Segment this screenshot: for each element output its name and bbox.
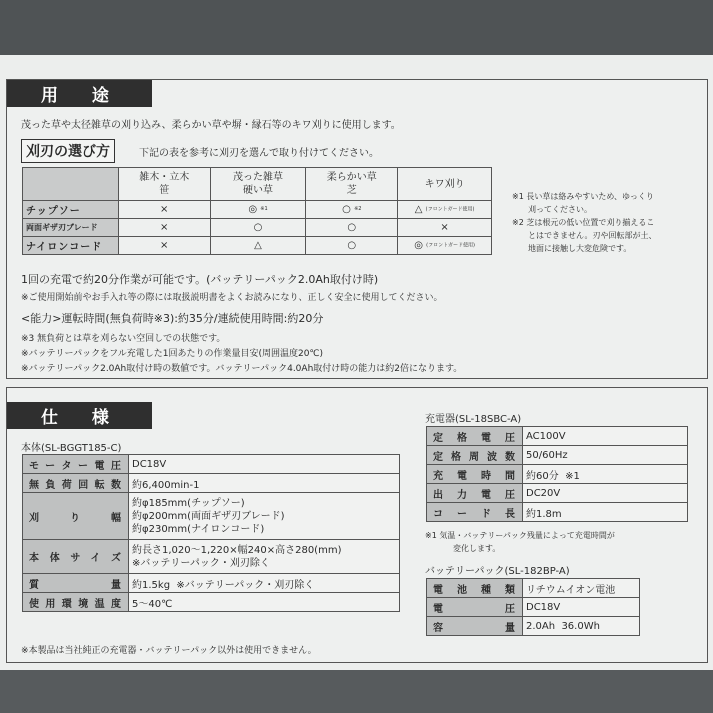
charger-note: 変化します。 — [453, 544, 501, 553]
blade-cell: × — [398, 219, 492, 237]
blade-row-double-blade — [23, 219, 492, 237]
spec-row: 刈り幅 約φ185mm(チップソー) 約φ200mm(両面ギザ刃ブレード) 約φ230mm(ナイロンコード) — [23, 493, 400, 540]
spec-row: 使用環境温度 5〜40℃ — [23, 593, 400, 612]
battery-title: バッテリーパック(SL-182BP-A) — [425, 566, 570, 577]
spec-row: 充電時間 約60分 ※1 — [427, 465, 688, 484]
usage-intro: 茂った草や太径雑草の刈り込み、柔らかい草や塀・縁石等のキワ刈りに使用します。 — [21, 120, 401, 131]
spec-sheet — [0, 55, 713, 670]
charger-note: ※1 気温・バッテリーパック残量によって充電時間が — [425, 531, 615, 540]
blade-table-col-2: 柔らかい草 芝 — [306, 168, 398, 201]
blade-row-chipsaw — [23, 201, 492, 219]
spec-heading: 仕 様 — [7, 402, 152, 429]
blade-cell: ○ — [306, 237, 398, 255]
body-spec-table — [22, 454, 400, 612]
blade-cell: × — [118, 219, 210, 237]
blade-table-col-1: 茂った雑草 硬い草 — [210, 168, 306, 201]
blade-row-name: チップソー — [23, 201, 119, 219]
side-note: とはできません。刃や回転部が土、 — [528, 231, 657, 240]
charger-title: 充電器(SL-18SBC-A) — [425, 414, 522, 425]
charge-line: 1回の充電で約20分作業が可能です。(バッテリーパック2.0Ah取付け時) — [21, 273, 379, 286]
blade-table-corner — [23, 168, 119, 201]
blade-cell: ○ — [306, 219, 398, 237]
side-note: ※1 長い草は絡みやすいため、ゆっくり — [512, 192, 654, 201]
spec-row: 容量 2.0Ah 36.0Wh — [427, 617, 640, 636]
blade-cell: × — [118, 237, 210, 255]
spec-row: 電圧 DC18V — [427, 598, 640, 617]
spec-row: 本体サイズ 約長さ1,020〜1,220×幅240×高さ280(mm) ※バッテリーパック・刈刃除く — [23, 540, 400, 574]
blade-cell: ◎ ※1 — [210, 201, 306, 219]
blade-table-col-0: 雑木・立木 笹 — [118, 168, 210, 201]
blade-row-nylon — [23, 237, 492, 255]
blade-select-label: 刈刃の選び方 — [21, 139, 115, 163]
blade-select-desc: 下記の表を参考に刈刃を選んで取り付けてください。 — [139, 148, 379, 159]
spec-row: 定格電圧 AC100V — [427, 427, 688, 446]
blade-cell: △ (フロントガード使用) — [398, 201, 492, 219]
body-note: ※本製品は当社純正の充電器・バッテリーパック以外は使用できません。 — [21, 646, 317, 656]
charger-spec-table — [426, 426, 688, 522]
side-note: 地面に接触し大変危険です。 — [528, 244, 632, 253]
background-top — [0, 0, 713, 55]
background-bottom — [0, 670, 713, 713]
spec-row: 質量 約1.5kg ※バッテリーパック・刈刃除く — [23, 574, 400, 593]
footnote: ※バッテリーパックをフル充電した1回あたりの作業量目安(周囲温度20℃) — [21, 349, 324, 359]
side-note: ※2 芝は根元の低い位置で刈り揃えるこ — [512, 218, 655, 227]
blade-row-name: ナイロンコード — [23, 237, 119, 255]
body-title: 本体(SL-BGGT185-C) — [21, 443, 122, 454]
spec-row: 電池種類 リチウムイオン電池 — [427, 579, 640, 598]
side-note: 刈ってください。 — [528, 205, 592, 214]
blade-table — [22, 167, 492, 255]
spec-panel — [6, 387, 708, 663]
blade-row-name: 両面ギザ刃ブレード — [23, 219, 119, 237]
usage-heading: 用 途 — [7, 80, 152, 107]
spec-row: 定格周波数 50/60Hz — [427, 446, 688, 465]
charge-note: ※ご使用開始前やお手入れ等の際には取扱説明書をよくお読みになり、正しく安全に使用してください。 — [21, 293, 443, 303]
blade-cell: ○ ※2 — [306, 201, 398, 219]
footnote: ※3 無負荷とは草を刈らない空回しでの状態です。 — [21, 334, 226, 344]
usage-panel — [6, 79, 708, 379]
battery-spec-table — [426, 578, 640, 636]
blade-cell: × — [118, 201, 210, 219]
spec-row: モーター電圧 DC18V — [23, 455, 400, 474]
footnote: ※バッテリーパック2.0Ah取付け時の数値です。バッテリーパック4.0Ah取付け時の能力は約2倍になります。 — [21, 364, 463, 374]
spec-row: コード長 約1.8m — [427, 503, 688, 522]
blade-table-col-3: キワ刈り — [398, 168, 492, 201]
blade-cell: ◎ (フロントガード使用) — [398, 237, 492, 255]
spec-row: 出力電圧 DC20V — [427, 484, 688, 503]
blade-cell: ○ — [210, 219, 306, 237]
capacity-line: <能力>運転時間(無負荷時※3):約35分/連続使用時間:約20分 — [21, 312, 324, 325]
blade-cell: △ — [210, 237, 306, 255]
spec-row: 無負荷回転数 約6,400min-1 — [23, 474, 400, 493]
